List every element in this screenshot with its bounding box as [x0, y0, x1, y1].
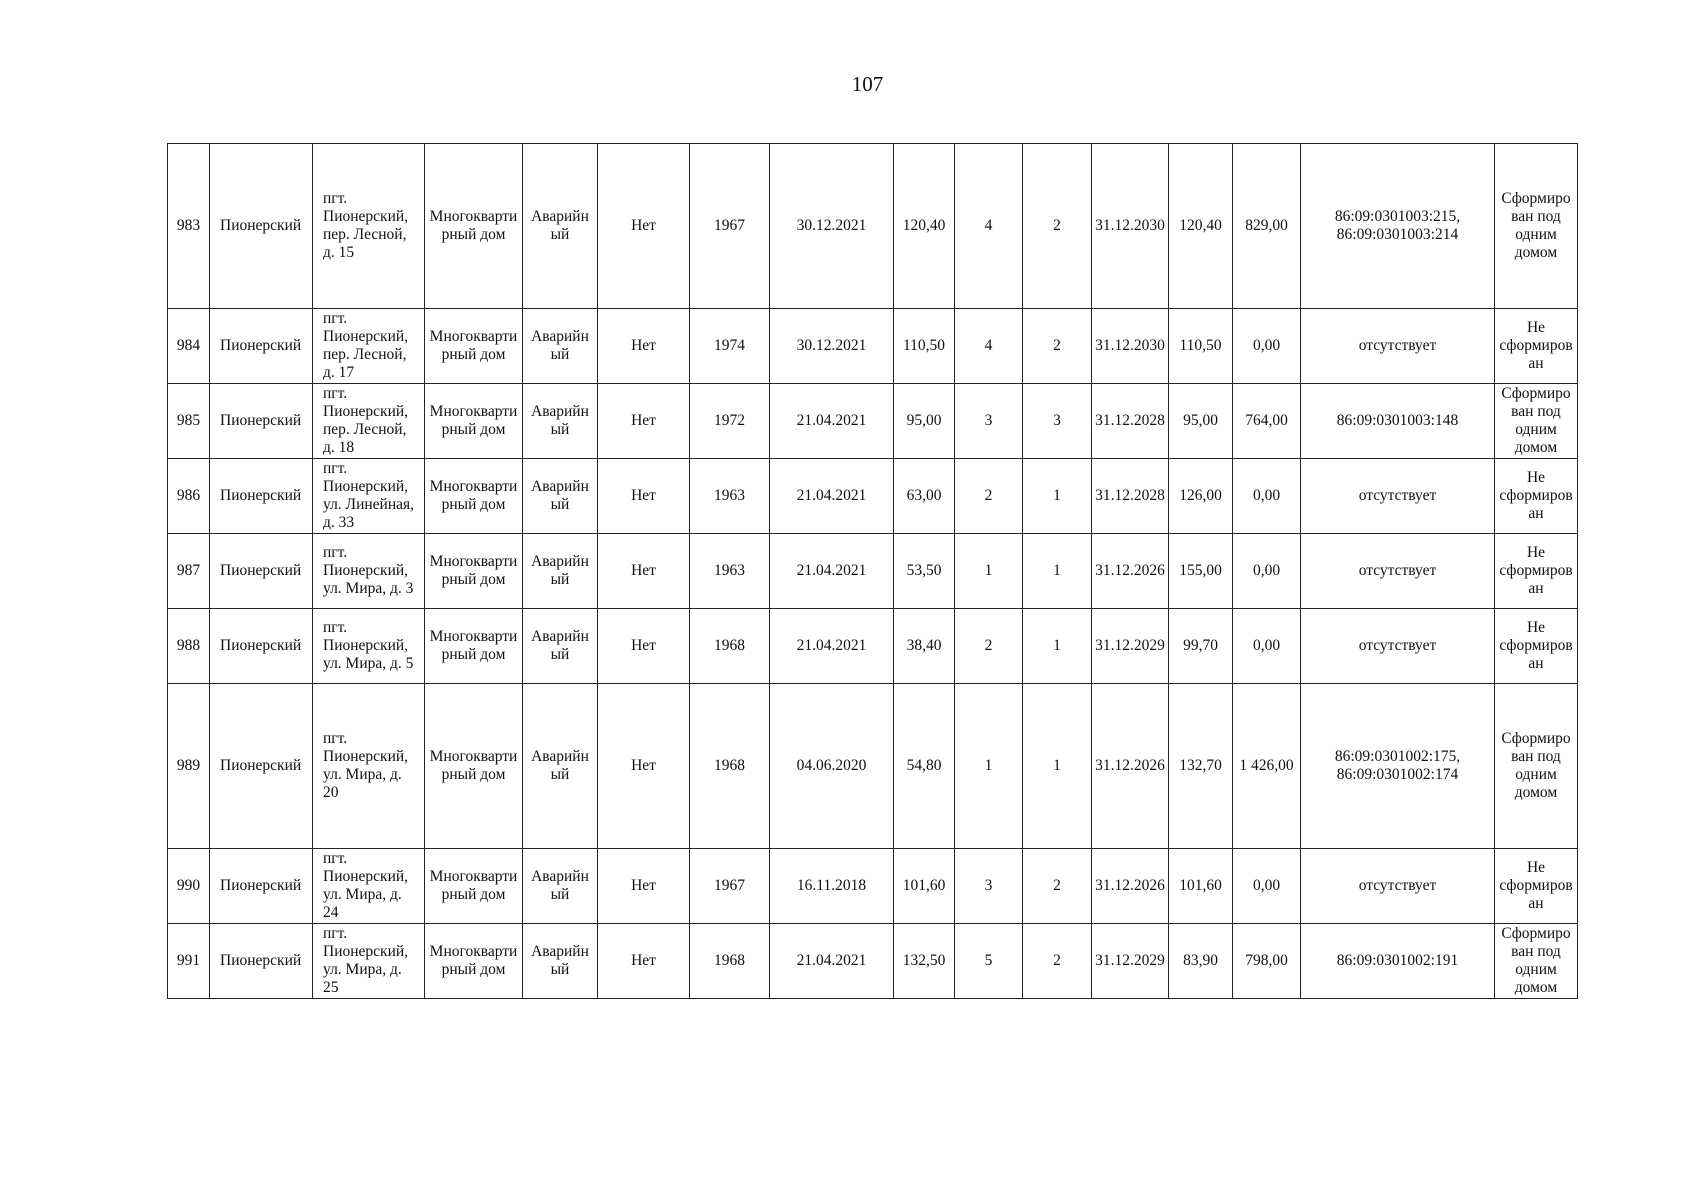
area-cell: 132,50	[894, 924, 955, 999]
area-cell: 63,00	[894, 459, 955, 534]
land-area-cell: 0,00	[1233, 534, 1301, 609]
land-status-cell: Не сформирован	[1495, 534, 1578, 609]
table-row	[168, 849, 1578, 924]
table-row	[168, 609, 1578, 684]
count-b-cell: 1	[1023, 684, 1092, 849]
municipality-cell: Пионерский	[210, 309, 313, 384]
decision-date-cell: 21.04.2021	[770, 534, 894, 609]
count-b-cell: 1	[1023, 459, 1092, 534]
cadastral-number-cell: 86:09:0301002:175, 86:09:0301002:174	[1301, 684, 1495, 849]
status-cell: Аварийный	[523, 309, 598, 384]
area-cell: 54,80	[894, 684, 955, 849]
cadastral-number-cell: 86:09:0301003:148	[1301, 384, 1495, 459]
row-number: 989	[168, 684, 210, 849]
area-cell: 101,60	[894, 849, 955, 924]
table-row	[168, 534, 1578, 609]
decision-date-cell: 21.04.2021	[770, 384, 894, 459]
flag-cell: Нет	[598, 309, 690, 384]
row-number: 990	[168, 849, 210, 924]
area-cell: 95,00	[894, 384, 955, 459]
land-area-cell: 0,00	[1233, 609, 1301, 684]
status-cell: Аварийный	[523, 459, 598, 534]
total-area-cell: 132,70	[1169, 684, 1233, 849]
total-area-cell: 110,50	[1169, 309, 1233, 384]
count-b-cell: 3	[1023, 384, 1092, 459]
year-built-cell: 1967	[690, 849, 770, 924]
object-type-cell: Многоквартирный дом	[425, 534, 523, 609]
status-cell: Аварийный	[523, 924, 598, 999]
municipality-cell: Пионерский	[210, 609, 313, 684]
deadline-cell: 31.12.2028	[1092, 384, 1169, 459]
land-status-cell: Не сформирован	[1495, 459, 1578, 534]
table-row	[168, 144, 1578, 309]
land-area-cell: 0,00	[1233, 459, 1301, 534]
flag-cell: Нет	[598, 849, 690, 924]
address-cell: пгт. Пионерский, ул. Линейная, д. 33	[313, 459, 425, 534]
table-row	[168, 459, 1578, 534]
address-cell: пгт. Пионерский, ул. Мира, д. 25	[313, 924, 425, 999]
municipality-cell: Пионерский	[210, 924, 313, 999]
land-area-cell: 0,00	[1233, 309, 1301, 384]
count-a-cell: 1	[955, 534, 1023, 609]
decision-date-cell: 21.04.2021	[770, 459, 894, 534]
flag-cell: Нет	[598, 144, 690, 309]
count-b-cell: 1	[1023, 534, 1092, 609]
object-type-cell: Многоквартирный дом	[425, 459, 523, 534]
total-area-cell: 95,00	[1169, 384, 1233, 459]
deadline-cell: 31.12.2029	[1092, 609, 1169, 684]
table-row	[168, 309, 1578, 384]
status-cell: Аварийный	[523, 384, 598, 459]
total-area-cell: 101,60	[1169, 849, 1233, 924]
object-type-cell: Многоквартирный дом	[425, 144, 523, 309]
status-cell: Аварийный	[523, 684, 598, 849]
deadline-cell: 31.12.2028	[1092, 459, 1169, 534]
decision-date-cell: 30.12.2021	[770, 309, 894, 384]
flag-cell: Нет	[598, 384, 690, 459]
total-area-cell: 99,70	[1169, 609, 1233, 684]
total-area-cell: 155,00	[1169, 534, 1233, 609]
cadastral-number-cell: отсутствует	[1301, 459, 1495, 534]
count-b-cell: 2	[1023, 309, 1092, 384]
status-cell: Аварийный	[523, 609, 598, 684]
object-type-cell: Многоквартирный дом	[425, 924, 523, 999]
flag-cell: Нет	[598, 459, 690, 534]
count-b-cell: 2	[1023, 849, 1092, 924]
status-cell: Аварийный	[523, 144, 598, 309]
deadline-cell: 31.12.2026	[1092, 849, 1169, 924]
year-built-cell: 1963	[690, 534, 770, 609]
count-b-cell: 1	[1023, 609, 1092, 684]
cadastral-number-cell: отсутствует	[1301, 849, 1495, 924]
object-type-cell: Многоквартирный дом	[425, 849, 523, 924]
deadline-cell: 31.12.2030	[1092, 144, 1169, 309]
status-cell: Аварийный	[523, 849, 598, 924]
count-a-cell: 3	[955, 384, 1023, 459]
land-status-cell: Не сформирован	[1495, 849, 1578, 924]
decision-date-cell: 21.04.2021	[770, 609, 894, 684]
flag-cell: Нет	[598, 609, 690, 684]
cadastral-number-cell: отсутствует	[1301, 309, 1495, 384]
year-built-cell: 1967	[690, 144, 770, 309]
object-type-cell: Многоквартирный дом	[425, 609, 523, 684]
count-a-cell: 2	[955, 459, 1023, 534]
row-number: 991	[168, 924, 210, 999]
address-cell: пгт. Пионерский, ул. Мира, д. 5	[313, 609, 425, 684]
flag-cell: Нет	[598, 924, 690, 999]
address-cell: пгт. Пионерский, пер. Лесной, д. 17	[313, 309, 425, 384]
area-cell: 120,40	[894, 144, 955, 309]
address-cell: пгт. Пионерский, пер. Лесной, д. 18	[313, 384, 425, 459]
address-cell: пгт. Пионерский, ул. Мира, д. 20	[313, 684, 425, 849]
count-b-cell: 2	[1023, 924, 1092, 999]
decision-date-cell: 16.11.2018	[770, 849, 894, 924]
cadastral-number-cell: отсутствует	[1301, 609, 1495, 684]
deadline-cell: 31.12.2030	[1092, 309, 1169, 384]
address-cell: пгт. Пионерский, ул. Мира, д. 3	[313, 534, 425, 609]
land-area-cell: 1 426,00	[1233, 684, 1301, 849]
land-area-cell: 0,00	[1233, 849, 1301, 924]
land-status-cell: Сформирован под одним домом	[1495, 684, 1578, 849]
land-status-cell: Сформирован под одним домом	[1495, 384, 1578, 459]
land-area-cell: 764,00	[1233, 384, 1301, 459]
decision-date-cell: 30.12.2021	[770, 144, 894, 309]
area-cell: 38,40	[894, 609, 955, 684]
year-built-cell: 1972	[690, 384, 770, 459]
municipality-cell: Пионерский	[210, 459, 313, 534]
table-row	[168, 384, 1578, 459]
count-a-cell: 5	[955, 924, 1023, 999]
total-area-cell: 83,90	[1169, 924, 1233, 999]
table-row	[168, 924, 1578, 999]
decision-date-cell: 04.06.2020	[770, 684, 894, 849]
total-area-cell: 120,40	[1169, 144, 1233, 309]
count-a-cell: 4	[955, 144, 1023, 309]
count-a-cell: 1	[955, 684, 1023, 849]
object-type-cell: Многоквартирный дом	[425, 684, 523, 849]
year-built-cell: 1968	[690, 684, 770, 849]
address-cell: пгт. Пионерский, пер. Лесной, д. 15	[313, 144, 425, 309]
deadline-cell: 31.12.2029	[1092, 924, 1169, 999]
deadline-cell: 31.12.2026	[1092, 534, 1169, 609]
land-status-cell: Сформирован под одним домом	[1495, 144, 1578, 309]
land-status-cell: Не сформирован	[1495, 609, 1578, 684]
year-built-cell: 1968	[690, 609, 770, 684]
deadline-cell: 31.12.2026	[1092, 684, 1169, 849]
object-type-cell: Многоквартирный дом	[425, 309, 523, 384]
cadastral-number-cell: 86:09:0301002:191	[1301, 924, 1495, 999]
land-area-cell: 829,00	[1233, 144, 1301, 309]
flag-cell: Нет	[598, 684, 690, 849]
total-area-cell: 126,00	[1169, 459, 1233, 534]
flag-cell: Нет	[598, 534, 690, 609]
page-number: 107	[851, 72, 884, 96]
housing-register-table	[167, 143, 1578, 999]
decision-date-cell: 21.04.2021	[770, 924, 894, 999]
land-status-cell: Не сформирован	[1495, 309, 1578, 384]
row-number: 983	[168, 144, 210, 309]
count-b-cell: 2	[1023, 144, 1092, 309]
row-number: 987	[168, 534, 210, 609]
table-row	[168, 684, 1578, 849]
municipality-cell: Пионерский	[210, 849, 313, 924]
municipality-cell: Пионерский	[210, 144, 313, 309]
row-number: 988	[168, 609, 210, 684]
area-cell: 53,50	[894, 534, 955, 609]
status-cell: Аварийный	[523, 534, 598, 609]
year-built-cell: 1963	[690, 459, 770, 534]
municipality-cell: Пионерский	[210, 684, 313, 849]
year-built-cell: 1968	[690, 924, 770, 999]
municipality-cell: Пионерский	[210, 534, 313, 609]
row-number: 985	[168, 384, 210, 459]
land-status-cell: Сформирован под одним домом	[1495, 924, 1578, 999]
cadastral-number-cell: отсутствует	[1301, 534, 1495, 609]
row-number: 986	[168, 459, 210, 534]
count-a-cell: 4	[955, 309, 1023, 384]
object-type-cell: Многоквартирный дом	[425, 384, 523, 459]
municipality-cell: Пионерский	[210, 384, 313, 459]
count-a-cell: 3	[955, 849, 1023, 924]
land-area-cell: 798,00	[1233, 924, 1301, 999]
count-a-cell: 2	[955, 609, 1023, 684]
address-cell: пгт. Пионерский, ул. Мира, д. 24	[313, 849, 425, 924]
year-built-cell: 1974	[690, 309, 770, 384]
row-number: 984	[168, 309, 210, 384]
cadastral-number-cell: 86:09:0301003:215, 86:09:0301003:214	[1301, 144, 1495, 309]
area-cell: 110,50	[894, 309, 955, 384]
